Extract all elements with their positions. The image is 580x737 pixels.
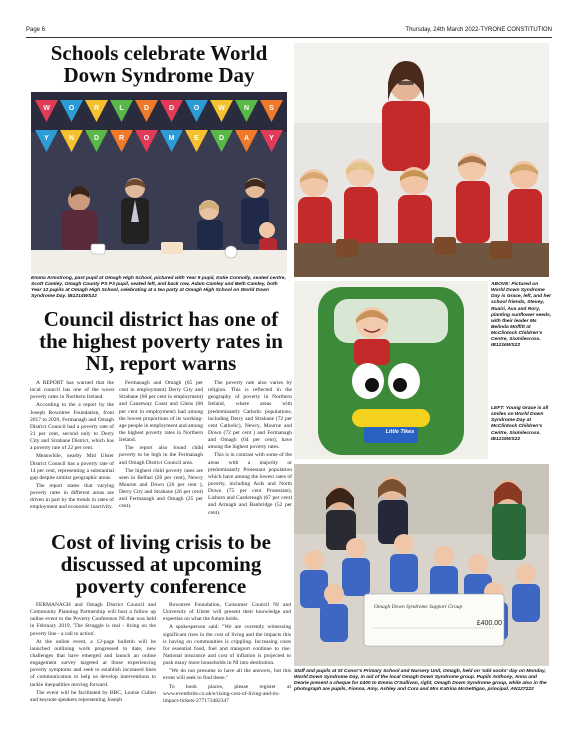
bunting-letter: W	[218, 105, 225, 112]
bunting-letter: W	[43, 105, 50, 112]
bunting-letter: D	[218, 135, 225, 142]
paragraph: The event will be facilitated by BBC, Louise Cullen and keynote speakers representing Joseph	[30, 689, 156, 703]
paragraph: A spokesperson said: "We are currently witnessing significant rises in the cost of living and the impacts this is having on communities is crippling. Increasing costs for essential food, fuel and transport continue to rise. National insurance and cost of inflation is projected to push many more households in NI into destitution.	[163, 624, 291, 667]
cheque-amount: £400.00	[476, 620, 502, 627]
paragraph: The highest child poverty rates are seen in Belfast (26 per cent), Newry Mourne and Down (26 per cent ), Derry City and Strabane (26 per cent) and Fermanagh and Omagh (25 per cent).	[119, 467, 203, 510]
story2-column-3	[208, 380, 292, 518]
bunting-letter: M	[168, 135, 175, 142]
child-head	[434, 546, 454, 566]
child-jumper	[512, 584, 540, 622]
paragraph: To book places, please register at www.eventbrite.co.uk/e/rising-cost-of-living-and-its-impact-tickets-277173482347	[163, 683, 291, 704]
dateline: Thursday, 24th March 2022-TYRONE CONSTITUTION	[405, 27, 552, 33]
paragraph: Meanwhile, nearby Mid Ulster District Council has a poverty rate of 14 per cent, representing a substantial gap despite similar geographic areas.	[30, 453, 114, 481]
bunting-letter: O	[68, 105, 75, 112]
caption-planting: ABOVE: Pictured on World Down Syndrome Day is Grace, left, and her school friends, Stevey, Ruairi, Ava and Rory, planting sunflower seeds, with their leader Ms Belinda Moffitt at McClintock Children's Centre, Sixmilecross. IB1216WS22	[491, 282, 552, 349]
bunting-letter: N	[243, 105, 250, 112]
page-header	[26, 26, 552, 38]
bunting-letter: O	[143, 135, 150, 142]
paragraph: FERMANAGH and Omagh District Council and Community Planning Partnership will host a follow up online event to the Poverty Conference NI that was held in February 2019, 'The Struggle is real - living on the poverty line - a call to action'.	[30, 602, 156, 637]
story3-column-2	[163, 602, 291, 706]
bunting-letter: D	[168, 105, 175, 112]
story2-column-2	[119, 380, 203, 512]
child-head	[468, 554, 488, 574]
child-head	[346, 538, 366, 558]
bunting-letter: E	[194, 135, 199, 142]
story3-column-1	[30, 602, 156, 705]
caption-cheque: Staff and pupils at St Conor's Primary School and Nursery Unit, Omagh, held on 'odd socks' day on Monday, World Down Syndrome Day, in aid of the local Omagh Down Syndrome group. Pupils Anthony, Anna and Dearie present a cheque for £400 to Emma O'Sullivan, right, Omagh Down Syndrome group, while also in the photograph are pupils, Fionna, Amy, Ashley and Cora and Mrs Katrina McGettigan, principal. AN127222	[294, 669, 547, 693]
story2-column-1	[30, 380, 114, 513]
child-head	[304, 550, 324, 570]
headline-cost-of-living: Cost of living crisis to be discussed at upcoming poverty conference	[51, 530, 271, 599]
car-brand-label: Little Tikes	[385, 429, 415, 435]
paragraph: "We do not presume to have all the answers, but this event will seek to find these."	[163, 668, 291, 682]
child-head	[516, 564, 536, 584]
photo-tea-party	[31, 92, 287, 274]
paragraph: A REPORT has warned that the local council has one of the worst poverty rates in Northern Ireland.	[30, 380, 114, 401]
photo-toy-car	[294, 281, 488, 459]
headline-schools-celebrate: Schools celebrate World Down Syndrome Day	[50, 41, 268, 88]
child-jumper	[390, 554, 418, 592]
bunting-letter: S	[269, 105, 274, 112]
child-jumper	[342, 558, 370, 596]
caption-toy-car: LEFT: Young Grace is all smiles on World Down Syndrome Day at McClintock Children's Centre, Sixmilecross. IB1215WS22	[491, 406, 549, 442]
paragraph: The poverty rate also varies by religion. This is reflected in the geography of poverty in Northern Ireland, where areas with predominantly Catholic populations, including Derry and Strabane (72 per cent Catholic), Newry, Mourne and Down (72 per cent ) and Fermanagh and Omagh (64 per cent), have among the highest poverty rates.	[208, 380, 292, 451]
paragraph: Fermanagh and Omagh (65 per cent in employment) Derry City and Strabane (68 per cent in employment) and Causeway Coast and Glens (68 per cent in employment) had among the lowest proportions of its working-age people in employment and among the highest poverty rates in Northern Ireland.	[119, 380, 203, 444]
bunting-letter: D	[93, 135, 100, 142]
photo-planting	[294, 43, 549, 277]
bunting-letter: Y	[44, 135, 49, 142]
bunting-letter: D	[143, 105, 150, 112]
bunting-letter: O	[193, 105, 200, 112]
cheque-text: Omagh Down Syndrome Support Group	[374, 604, 463, 610]
photo-cheque-presentation	[294, 464, 549, 666]
paragraph: According to the a report by the Joseph Rowntree Foundation, from 2017 to 2020, Fermanagh and Omagh District Council had a poverty rate of 21 per cent, second only to Derry City and Strabane District, which has a poverty rate of 22 per cent.	[30, 402, 114, 452]
bunting-letter: R	[118, 135, 125, 142]
bunting-letter: L	[119, 105, 124, 112]
paragraph: Rowntree Foundation, Consumer Council NI and University of Ulster will present their knowledge and expertise on what the future holds.	[163, 602, 291, 623]
headline-council-poverty: Council district has one of the highest poverty rates in NI, report warns	[39, 307, 283, 376]
child-jumper	[300, 570, 328, 608]
child-jumper	[320, 604, 348, 642]
bunting-letter: R	[93, 105, 100, 112]
bunting-letter: Y	[269, 135, 274, 142]
paragraph: This is in contrast with some of the areas with a majority or predominantly Protestant population which have among the lowest rates of poverty, including Ards and North Down (75 per cent Protestant), Lisburn and Castlereagh (67 per cent) and Armagh and Banbridge (52 per cent).	[208, 452, 292, 516]
paragraph: At the online event, a 12-page bulletin will be launched outlining work progressed to date, new challenges that have emerged and launch an online engagement survey targeted at those experiencing poverty symptoms and seek to establish increased lines of communication to help us develop interventions to tackle inequalities moving forward.	[30, 638, 156, 688]
page-number: Page 6	[26, 27, 46, 33]
bunting-letter: N	[68, 135, 75, 142]
paragraph: The report also found child poverty to be high in the Fermanagh and Omagh District Council area.	[119, 445, 203, 466]
child-head	[324, 584, 344, 604]
paragraph: The report states that varying poverty rates in different areas are driven in part by the trends in rates of employment and economic inactivity.	[30, 482, 114, 511]
bunting-letter: A	[243, 135, 250, 142]
caption-tea-party: Emma Armstrong, past pupil at Omagh High School, pictured with Year 9 pupil, Katie Connolly, seated centre, Scott Camley, Omagh County PS P3 pupil, seated left, and back row, Adam Camley and Beth Camley, both Year 12 pupils at Omagh High School, celebrating at a tea party at Omagh High School on World Down Syndrome Day. IB1214WS22	[31, 276, 286, 300]
child-head	[394, 534, 414, 554]
